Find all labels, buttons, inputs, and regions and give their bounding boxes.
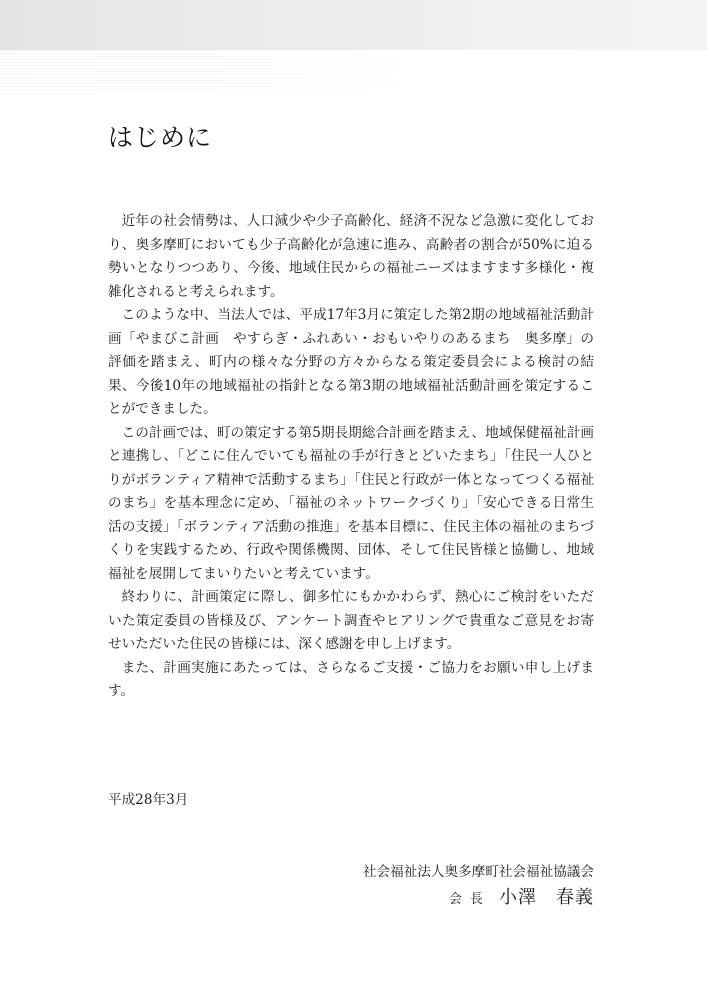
header-stripe-decoration <box>0 50 707 90</box>
paragraph-2: このような中、当法人では、平成17年3月に策定した第2期の地域福祉活動計画「やまびこ計画 やすらぎ・ふれあい・おもいやりのあるまち 奥多摩」の評価を踏まえ、町内の様々な分野の方々からなる策定委員会による検討の結果、今後10年の地域福祉の指針となる第3期の地域福祉活動計画を策定することができました。 <box>108 307 594 417</box>
organization-name: 社会福祉法人奥多摩町社会福祉協議会 <box>362 864 594 880</box>
body-text <box>108 210 594 704</box>
paragraph-5: また、計画実施にあたっては、さらなるご支援・ご協力をお願い申し上げます。 <box>108 659 594 699</box>
signer-title: 会 長 <box>448 892 485 907</box>
header-band <box>0 0 707 50</box>
page-title: はじめに <box>108 123 213 152</box>
paragraph-1: 近年の社会情勢は、人口減少や少子高齢化、経済不況など急激に変化しており、奥多摩町においても少子高齢化が急速に進み、高齢者の割合が50%に迫る勢いとなりつつあり、今後、地域住民からの福祉ニーズはますます多様化・複雑化されると考えられます。 <box>108 213 594 300</box>
date-line: 平成28年3月 <box>108 792 189 808</box>
signer-name: 小澤 春義 <box>499 887 594 908</box>
paragraph-3: この計画では、町の策定する第5期長期総合計画を踏まえ、地域保健福祉計画と連携し、「どこに住んでいても福祉の手が行きとどいたまち」「住民一人ひとりがボランティア精神で活動するまち」「住民と行政が一体となってつくる福祉のまち」を基本理念に定め、「福祉のネットワークづくり」「安心できる日常生活の支援」「ボランティア活動の推進」を基本目標に、住民主体の福祉のまちづくりを実践するため、行政や関係機関、団体、そして住民皆様と協働し、地域福祉を展開してまいりたいと考えています。 <box>108 424 594 582</box>
signature-block <box>449 883 594 909</box>
paragraph-4: 終わりに、計画策定に際し、御多忙にもかかわらず、熱心にご検討をいただいた策定委員の皆様及び、アンケート調査やヒアリングで貴重なご意見をお寄せいただいた住民の皆様には、深く感謝を申し上げます。 <box>108 589 594 652</box>
